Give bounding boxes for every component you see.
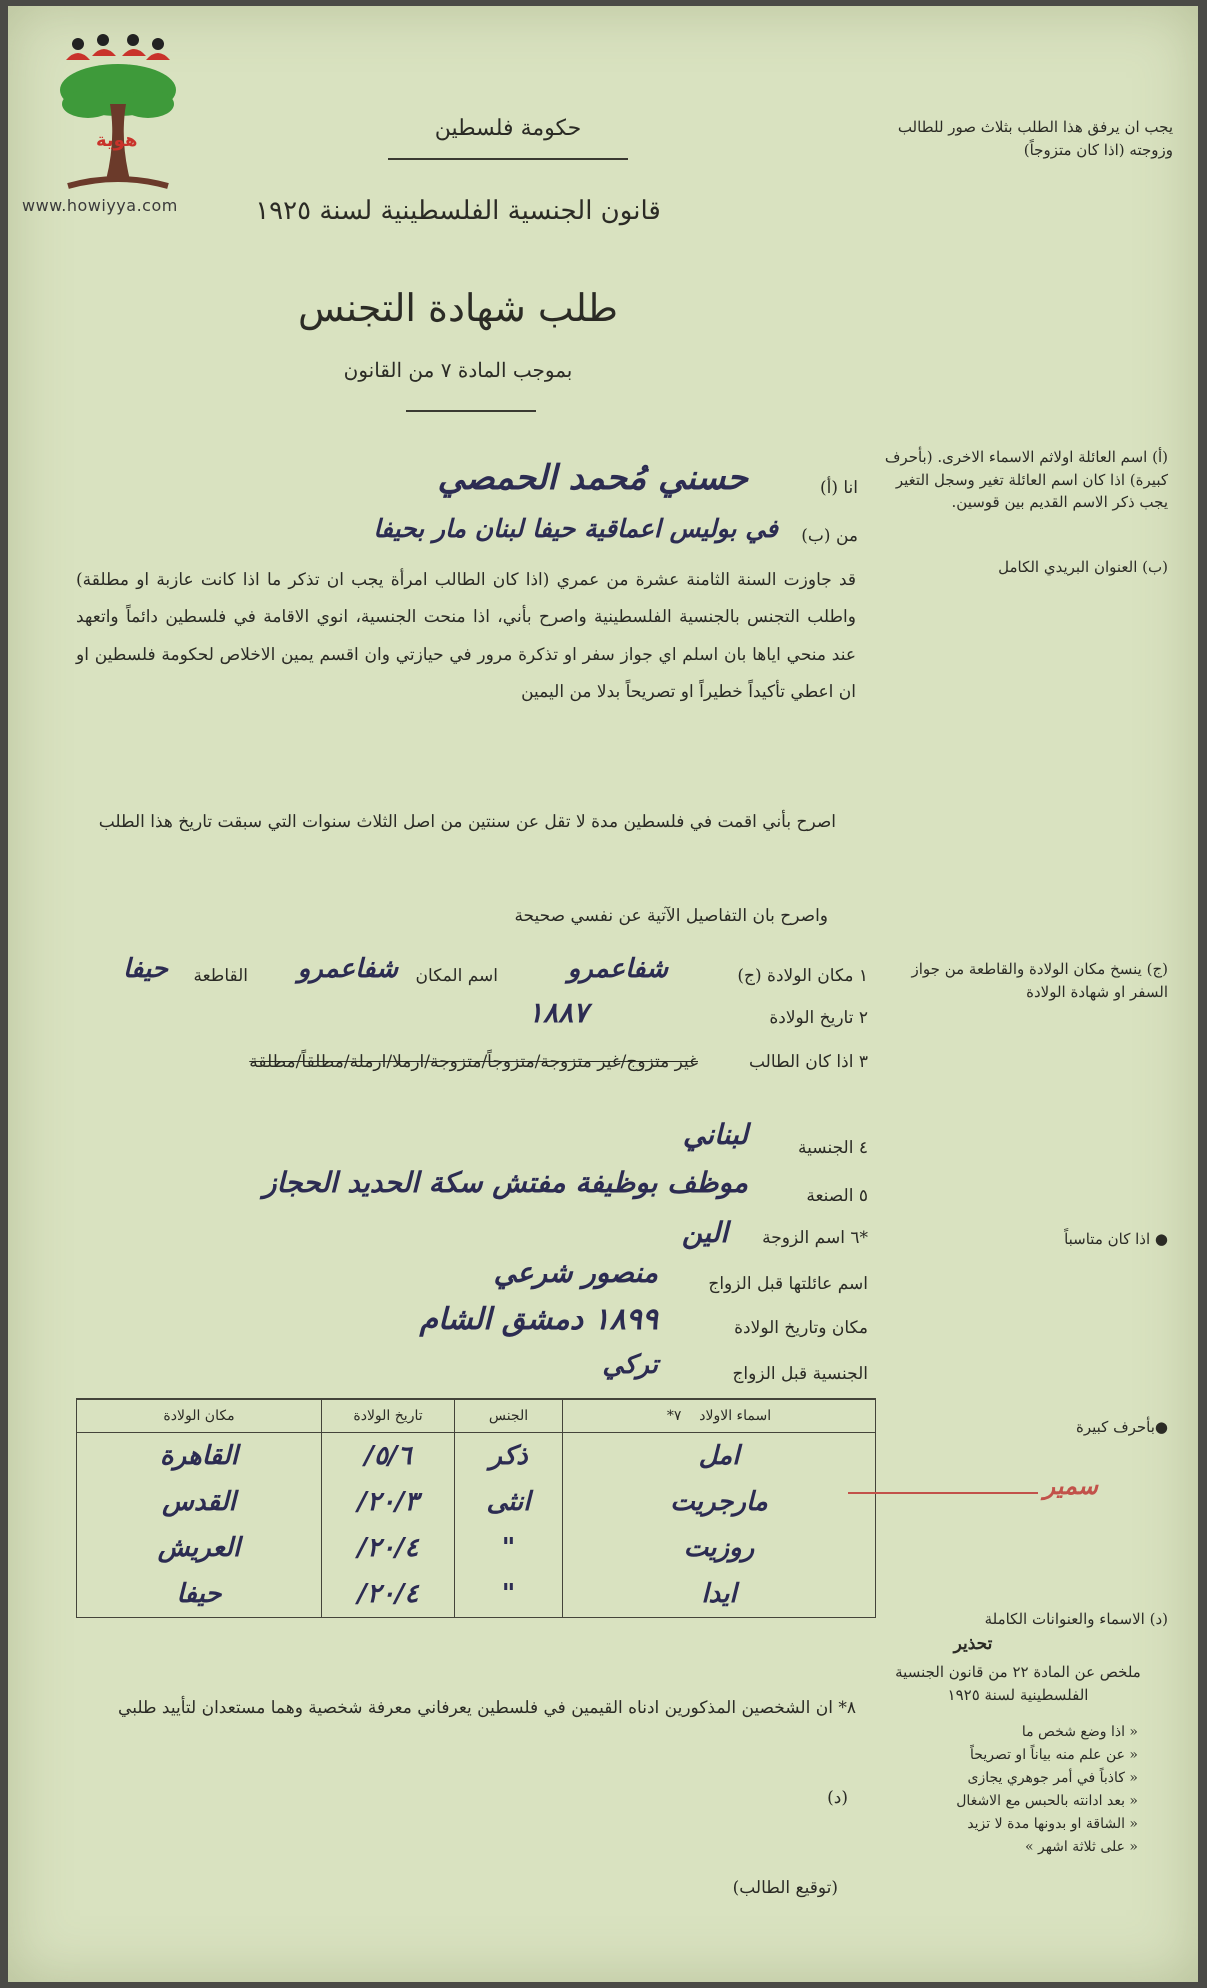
referee-mark: (د) [827, 1788, 848, 1808]
col-place: مكان الولادة [77, 1399, 322, 1433]
child-date: ٥/٦/ [322, 1433, 455, 1480]
table-row [77, 1525, 876, 1571]
document-page [8, 6, 1198, 1982]
birthdate-value: ١٨٨٧ [528, 996, 589, 1029]
child-date: ٢٠/٤/ [322, 1525, 455, 1571]
col-names-label: اسماء الاولاد [699, 1408, 772, 1424]
applicant-address: في بوليس اعماقية حيفا لبنان مار بحيفا [373, 514, 778, 543]
child-place: القاهرة [77, 1433, 322, 1480]
child-place: حيفا [77, 1571, 322, 1618]
col-date: تاريخ الولادة [322, 1399, 455, 1433]
note-a: (أ) اسم العائلة اولاثم الاسماء الاخرى. (بأحرف كبيرة) اذا كان اسم العائلة تغير وسجل التغير يجب ذكر الاسم القديم بين قوسين. [884, 448, 1168, 511]
col-names [563, 1399, 876, 1433]
note-capital: ●بأحرف كبيرة [1075, 1418, 1168, 1436]
address-label: من (ب) [801, 526, 858, 546]
child-name: مارجريت [563, 1479, 876, 1525]
child-name: روزيت [563, 1525, 876, 1571]
child-place: العريش [77, 1525, 322, 1571]
form-subtitle: بموجب المادة ٧ من القانون [343, 358, 573, 382]
district-label: القاطعة [193, 966, 248, 986]
signature-label: (توقيع الطالب) [732, 1878, 838, 1898]
child-name: ايدا [563, 1571, 876, 1618]
nationality-value: لبناني [682, 1118, 748, 1151]
name-label: انا (أ) [819, 478, 858, 498]
wife-name-value: الين [681, 1216, 728, 1249]
note-b: (ب) العنوان البريدي الكامل [998, 558, 1168, 576]
table-header-row [77, 1399, 876, 1433]
tree-icon [48, 30, 188, 200]
birthplace-value: شفاعمرو [567, 954, 668, 984]
nationality-label: ٤ الجنسية [798, 1138, 868, 1158]
form-title: طلب شهادة التجنس [297, 286, 619, 330]
warning-line: « على ثلاثة اشهر » [1024, 1839, 1138, 1856]
child-sex: " [455, 1525, 563, 1571]
marital-options: غير متزوج/غير متزوجة/متزوجاً/متزوجة/ارملا/ارملة/مطلقاً/مطلقة [249, 1052, 698, 1072]
note-d: (د) الاسماء والعنوانات الكاملة [984, 1610, 1168, 1628]
red-annotation: سمير [1043, 1472, 1098, 1500]
warning-line: « بعد ادانته بالحبس مع الاشغال [956, 1793, 1138, 1810]
child-date: ٢٠/٣/ [322, 1479, 455, 1525]
col-sex: الجنس [455, 1399, 563, 1433]
warning-line: « اذا وضع شخص ما [1021, 1724, 1138, 1740]
wife-birth-label: مكان وتاريخ الولادة [734, 1318, 868, 1338]
declaration-paragraph: قد جاوزت السنة الثامنة عشرة من عمري (اذا كان الطالب امرأة يجب ان تذكر ما اذا كانت عازبة او مطلقة) واطلب التجنس بالجنسية الفلسطينية واصرح بأني، اذا منحت الجنسية، انوي الاقامة في فلسطين دائماً واتعهد عند منحي اياها بان اسلم اي جواز سفر او تذكرة مرور في حيازتي وان اقسم يمين الاخلاص لحكومة فلسطين او ان اعطي تأكيداً خطيراً او تصريحاً بدلا من اليمين [76, 570, 856, 703]
logo-url: www.howiyya.com [22, 196, 178, 215]
note-photos: يجب ان يرفق هذا الطلب بثلاث صور للطالب وزوجته (اذا كان متزوجاً) [897, 118, 1173, 159]
children-table [76, 1398, 876, 1618]
wife-family-label: اسم عائلتها قبل الزواج [708, 1274, 868, 1294]
law-heading: قانون الجنسية الفلسطينية لسنة ١٩٢٥ [255, 196, 661, 226]
warning-title: تحذير [953, 1634, 993, 1654]
warning-lines [888, 1721, 1138, 1860]
marital-label: ٣ اذا كان الطالب [748, 1052, 868, 1072]
item-number: ٧* [666, 1408, 682, 1424]
howiyya-logo [48, 30, 188, 200]
government-heading: حكومة فلسطين [434, 116, 582, 141]
occupation-label: ٥ الصنعة [806, 1186, 868, 1206]
note-c: (ج) ينسخ مكان الولادة والقاطعة من جواز السفر او شهادة الولادة [911, 960, 1168, 1001]
town-label: اسم المكان [415, 966, 498, 986]
warning-line: « الشاقة او بدونها مدة لا تزيد [967, 1816, 1138, 1833]
residence-paragraph: اصرح بأني اقمت في فلسطين مدة لا تقل عن سنتين من اصل الثلاث سنوات التي سبقت تاريخ هذا الطلب [98, 812, 836, 832]
table-row [77, 1433, 876, 1480]
table-row [77, 1571, 876, 1618]
district-value: حيفا [123, 954, 168, 984]
child-sex: انثى [455, 1479, 563, 1525]
wife-nationality-label: الجنسية قبل الزواج [732, 1364, 868, 1384]
divider [388, 158, 628, 160]
child-date: ٢٠/٤/ [322, 1571, 455, 1618]
wife-name-label: *٦ اسم الزوجة [762, 1228, 868, 1248]
warning-line: « عن علم منه بياناً او تصريحاً [970, 1747, 1138, 1764]
child-place: القدس [77, 1479, 322, 1525]
child-sex: " [455, 1571, 563, 1618]
referees-paragraph: ٨* ان الشخصين المذكورين ادناه القيمين في فلسطين يعرفاني معرفة شخصية وهما مستعدان لتأييد طلبي [118, 1698, 856, 1718]
divider [406, 410, 536, 412]
child-sex: ذكر [455, 1433, 563, 1480]
wife-nationality-value: تركي [602, 1350, 658, 1380]
wife-birth-value: ١٨٩٩ دمشق الشام [419, 1302, 658, 1337]
table-row [77, 1479, 876, 1525]
birthdate-label: ٢ تاريخ الولادة [769, 1008, 868, 1028]
details-intro: واصرح بان التفاصيل الآتية عن نفسي صحيحة [514, 906, 828, 926]
wife-family-value: منصور شرعي [493, 1256, 658, 1289]
warning-intro: ملخص عن المادة ٢٢ من قانون الجنسية الفلسطينية لسنة ١٩٢٥ [895, 1663, 1141, 1704]
warning-line: « كاذباً في أمر جوهري يجازى [967, 1770, 1138, 1787]
child-name: امل [563, 1433, 876, 1480]
applicant-name: حسني مُحمد الحمصي [437, 458, 748, 498]
occupation-value: موظف بوظيفة مفتش سكة الحديد الحجاز [263, 1166, 748, 1199]
birthplace-label: ١ مكان الولادة (ج) [737, 966, 868, 986]
town-value: شفاعمرو [297, 954, 398, 984]
note-married: ● اذا كان متاسباً [1064, 1230, 1168, 1248]
logo-text: هوية [96, 130, 138, 151]
